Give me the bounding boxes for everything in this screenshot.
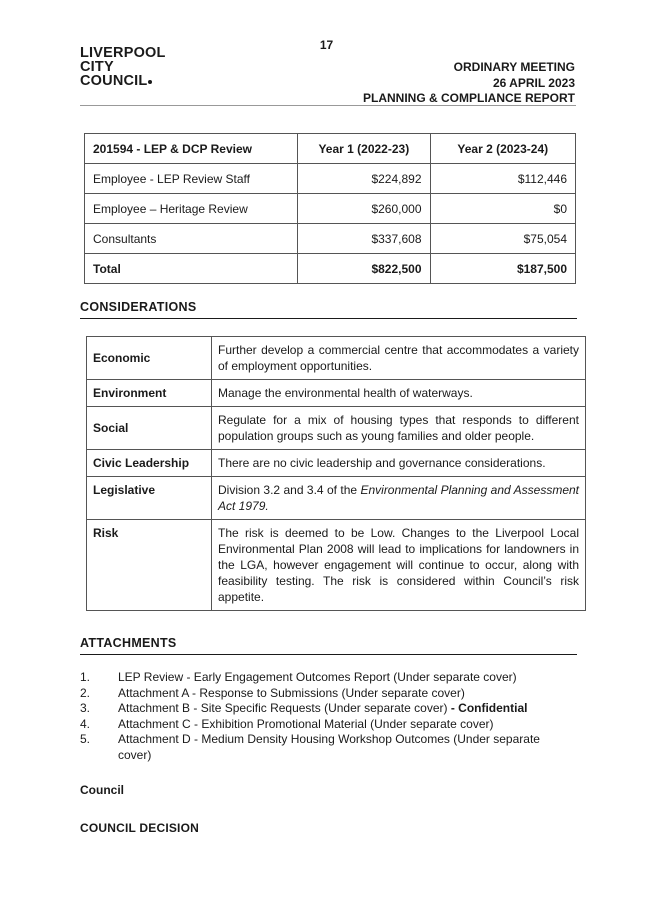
table-row bbox=[87, 450, 586, 477]
row-year1: $337,608 bbox=[298, 224, 430, 254]
column-header: Year 1 (2022-23) bbox=[298, 134, 430, 164]
total-label: Total bbox=[85, 254, 298, 284]
council-label: Council bbox=[80, 783, 124, 797]
attachment-number: 3. bbox=[80, 701, 91, 716]
legislative-act-title: Environmental Planning and Assessment Act 1979. bbox=[218, 483, 579, 513]
consideration-label: Legislative bbox=[87, 477, 212, 520]
logo-line-2: CITY bbox=[80, 59, 114, 75]
table-row bbox=[87, 380, 586, 407]
meeting-title: ORDINARY MEETING bbox=[453, 60, 575, 74]
list-item[interactable] bbox=[80, 686, 560, 702]
attachment-text: Attachment C - Exhibition Promotional Material (Under separate cover) bbox=[118, 716, 494, 731]
logo-line-3: COUNCIL bbox=[80, 74, 166, 88]
council-decision-heading: COUNCIL DECISION bbox=[80, 821, 199, 835]
row-item: Employee – Heritage Review bbox=[85, 194, 298, 224]
table-total-row bbox=[85, 254, 576, 284]
table-header-row bbox=[85, 134, 576, 164]
consideration-label: Environment bbox=[87, 380, 212, 407]
attachment-number: 1. bbox=[80, 670, 91, 684]
logo-dot-icon bbox=[148, 80, 152, 84]
consideration-text: Manage the environmental health of waterways. bbox=[212, 380, 586, 407]
total-year2: $187,500 bbox=[430, 254, 576, 284]
consideration-text: Regulate for a mix of housing types that responds to different population groups such as young families and older people. bbox=[212, 407, 586, 450]
consideration-label: Risk bbox=[87, 520, 212, 611]
consideration-label: Civic Leadership bbox=[87, 450, 212, 477]
page-number: 17 bbox=[319, 38, 334, 52]
table-row bbox=[85, 164, 576, 194]
table-row bbox=[87, 520, 586, 611]
confidential-label: - Confidential bbox=[447, 701, 528, 716]
table-row bbox=[87, 337, 586, 380]
attachment-text: LEP Review - Early Engagement Outcomes Report (Under separate cover) bbox=[118, 670, 517, 684]
row-item: Consultants bbox=[85, 224, 298, 254]
table-row bbox=[85, 224, 576, 254]
list-item[interactable] bbox=[80, 732, 560, 763]
table-row bbox=[87, 477, 586, 520]
row-year2: $75,054 bbox=[430, 224, 576, 254]
list-item[interactable] bbox=[80, 717, 560, 733]
total-year1: $822,500 bbox=[298, 254, 430, 284]
report-title: PLANNING & COMPLIANCE REPORT bbox=[362, 91, 575, 105]
consideration-text: The risk is deemed to be Low. Changes to the Liverpool Local Environmental Plan 2008 will lead to implications for landowners in the LGA, however engagement will continue to occur, along with feasibility testing. The risk is considered within Council’s risk appetite. bbox=[212, 520, 586, 611]
meeting-header bbox=[363, 60, 575, 107]
attachment-number: 4. bbox=[80, 716, 91, 731]
council-logo bbox=[80, 46, 166, 88]
attachment-text: Attachment D - Medium Density Housing Workshop Outcomes (Under separate cover) bbox=[118, 732, 540, 762]
list-item[interactable] bbox=[80, 670, 560, 686]
consideration-label: Economic bbox=[87, 337, 212, 380]
considerations-heading: CONSIDERATIONS bbox=[80, 300, 577, 319]
consideration-text bbox=[212, 477, 586, 520]
row-year1: $260,000 bbox=[298, 194, 430, 224]
consideration-label: Social bbox=[87, 407, 212, 450]
attachments-heading: ATTACHMENTS bbox=[80, 636, 577, 655]
consideration-text: There are no civic leadership and governance considerations. bbox=[212, 450, 586, 477]
row-item: Employee - LEP Review Staff bbox=[85, 164, 298, 194]
table-row bbox=[87, 407, 586, 450]
consideration-text: Further develop a commercial centre that accommodates a variety of employment opportunities. bbox=[212, 337, 586, 380]
attachment-text-container bbox=[118, 701, 560, 717]
header-divider bbox=[80, 105, 576, 106]
budget-table bbox=[84, 133, 576, 284]
column-header: 201594 - LEP & DCP Review bbox=[85, 134, 298, 164]
row-year2: $112,446 bbox=[430, 164, 576, 194]
attachment-text: Attachment B - Site Specific Requests (Under separate cover) bbox=[118, 701, 448, 716]
column-header: Year 2 (2023-24) bbox=[430, 134, 576, 164]
attachment-number: 2. bbox=[80, 685, 91, 700]
table-row bbox=[85, 194, 576, 224]
attachments-list bbox=[80, 670, 560, 764]
considerations-table bbox=[86, 336, 586, 611]
row-year1: $224,892 bbox=[298, 164, 430, 194]
row-year2: $0 bbox=[430, 194, 576, 224]
list-item[interactable] bbox=[80, 701, 560, 717]
meeting-date: 26 APRIL 2023 bbox=[492, 75, 575, 90]
legislative-text: Division 3.2 and 3.4 of the bbox=[218, 483, 361, 497]
logo-line-1: LIVERPOOL bbox=[80, 45, 166, 61]
attachment-number: 5. bbox=[80, 732, 91, 747]
attachment-text: Attachment A - Response to Submissions (Under separate cover) bbox=[118, 685, 465, 700]
